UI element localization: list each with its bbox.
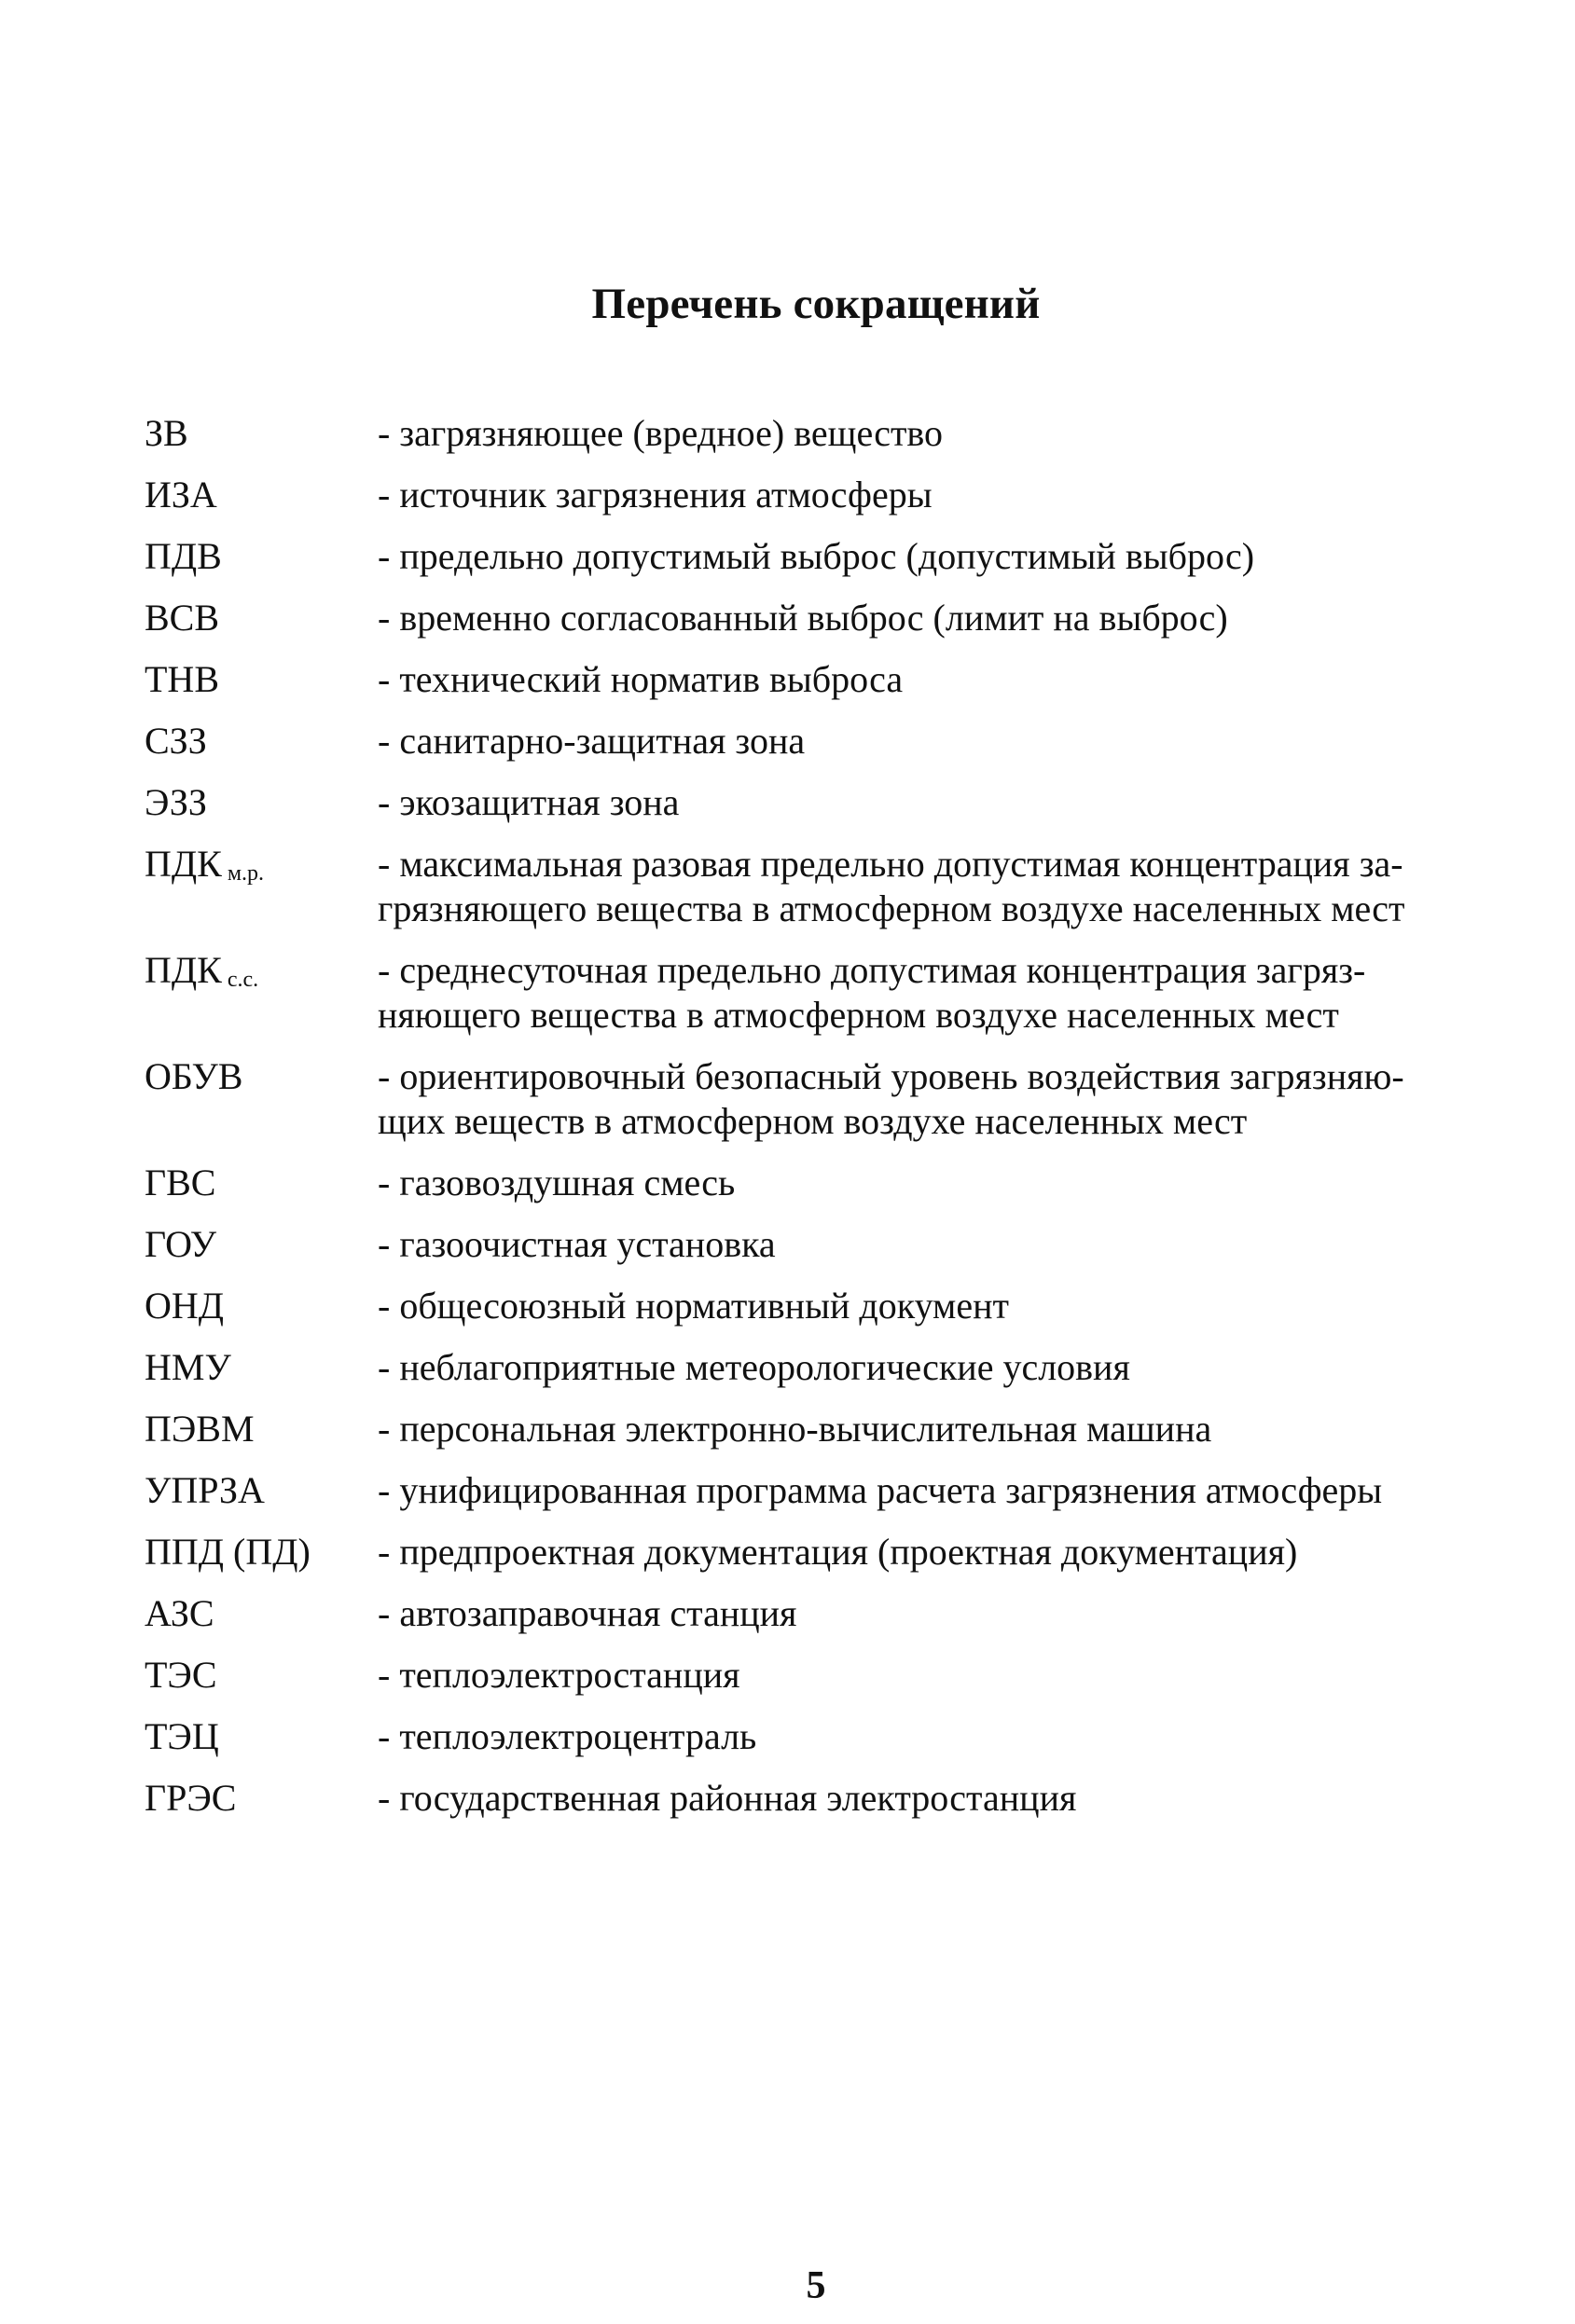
abbreviation-term <box>145 948 258 1002</box>
abbreviation-definition <box>378 411 1469 456</box>
abbreviation-term <box>145 657 219 702</box>
abbreviation-definition-line: - санитарно-защитная зона <box>378 720 806 762</box>
abbreviation-definition-line: - газоочистная установка <box>378 1223 776 1265</box>
abbreviation-term-text: АЗС <box>145 1592 214 1634</box>
abbreviation-term-text: ТЭС <box>145 1654 217 1696</box>
abbreviation-row <box>145 780 1487 825</box>
abbreviation-term <box>145 534 222 579</box>
abbreviation-definition <box>378 534 1469 579</box>
page-title: Перечень сокращений <box>591 280 1041 328</box>
abbreviation-row <box>145 1714 1487 1759</box>
abbreviation-term-text: НМУ <box>145 1346 231 1388</box>
abbreviation-term-subscript: м.р. <box>227 861 265 886</box>
abbreviation-term <box>145 596 219 640</box>
abbreviation-definition-line: - экозащитная зона <box>378 781 680 823</box>
abbreviation-term <box>145 1284 224 1328</box>
abbreviation-definition <box>378 1054 1469 1144</box>
abbreviation-definition-line: - временно согласованный выброс (лимит на выброс) <box>378 597 1228 639</box>
abbreviation-row <box>145 1407 1487 1451</box>
abbreviation-definition-line: - предельно допустимый выброс (допустимый выброс) <box>378 535 1255 577</box>
abbreviation-definition <box>378 1468 1469 1513</box>
abbreviation-term <box>145 1776 236 1821</box>
abbreviation-definition-line: - общесоюзный нормативный документ <box>378 1285 1010 1327</box>
abbreviation-term-text: ГРЭС <box>145 1777 237 1819</box>
abbreviation-term <box>145 1161 215 1205</box>
abbreviation-definition <box>378 1407 1469 1451</box>
abbreviation-row <box>145 1776 1487 1821</box>
abbreviation-term <box>145 473 217 517</box>
abbreviation-term <box>145 1054 242 1099</box>
abbreviation-definition-line: - источник загрязнения атмосферы <box>378 474 933 516</box>
abbreviation-definition <box>378 780 1469 825</box>
abbreviation-term-text: ЭЗЗ <box>145 781 207 823</box>
abbreviation-term-text: ГОУ <box>145 1223 217 1265</box>
abbreviation-term-text: ИЗА <box>145 474 217 516</box>
abbreviation-row <box>145 411 1487 456</box>
abbreviation-definition-line: - теплоэлектроцентраль <box>378 1715 757 1757</box>
abbreviation-definition-line: - максимальная разовая предельно допустимая концентрация за- <box>378 843 1403 885</box>
abbreviation-definition <box>378 1284 1469 1328</box>
abbreviation-row <box>145 1054 1487 1144</box>
abbreviation-definition <box>378 657 1469 702</box>
abbreviation-definition <box>378 1161 1469 1205</box>
abbreviation-definition-line: - государственная районная электростанция <box>378 1777 1077 1819</box>
abbreviation-definition-line: - предпроектная документация (проектная документация) <box>378 1531 1298 1573</box>
abbreviation-row <box>145 1161 1487 1205</box>
abbreviation-term-text: ППД (ПД) <box>145 1531 311 1573</box>
abbreviation-term-text: ПДК <box>145 843 222 885</box>
abbreviation-definition-line: грязняющего вещества в атмосферном воздухе населенных мест <box>378 887 1405 929</box>
abbreviation-term <box>145 780 207 825</box>
abbreviation-term <box>145 719 207 763</box>
abbreviation-definition-line: - технический норматив выброса <box>378 658 904 700</box>
abbreviation-term-text: ПДК <box>145 949 222 991</box>
abbreviation-term-text: ОНД <box>145 1285 225 1327</box>
abbreviation-definition <box>378 842 1469 931</box>
abbreviation-term <box>145 1345 231 1390</box>
abbreviation-term-text: ПЭВМ <box>145 1408 255 1450</box>
abbreviation-term-text: ТНВ <box>145 658 219 700</box>
abbreviation-row <box>145 948 1487 1038</box>
abbreviation-term-text: ЗВ <box>145 412 188 454</box>
abbreviation-definition <box>378 948 1469 1038</box>
abbreviation-definition-line: - унифицированная программа расчета загрязнения атмосферы <box>378 1469 1383 1511</box>
abbreviation-definition <box>378 1222 1469 1267</box>
abbreviation-definition-line: - автозаправочная станция <box>378 1592 797 1634</box>
abbreviation-term <box>145 1591 214 1636</box>
abbreviation-definition <box>378 1345 1469 1390</box>
abbreviation-term-text: СЗЗ <box>145 720 207 762</box>
abbreviation-definition <box>378 1530 1469 1575</box>
abbreviation-definition <box>378 1591 1469 1636</box>
abbreviation-row <box>145 842 1487 931</box>
abbreviation-term-text: ТЭЦ <box>145 1715 219 1757</box>
abbreviation-row <box>145 1222 1487 1267</box>
abbreviation-row <box>145 1468 1487 1513</box>
abbreviation-row <box>145 1530 1487 1575</box>
abbreviation-definition-line: - теплоэлектростанция <box>378 1654 740 1696</box>
abbreviation-term <box>145 1653 217 1698</box>
abbreviation-definition <box>378 596 1469 640</box>
abbreviation-definition-line: - газовоздушная смесь <box>378 1162 736 1203</box>
abbreviation-row <box>145 473 1487 517</box>
abbreviation-row <box>145 1653 1487 1698</box>
abbreviation-definition-line: - неблагоприятные метеорологические условия <box>378 1346 1130 1388</box>
abbreviation-definition-line: - среднесуточная предельно допустимая концентрация загряз- <box>378 949 1366 991</box>
abbreviation-term-text: ОБУВ <box>145 1055 243 1097</box>
abbreviation-term <box>145 1407 255 1451</box>
abbreviation-definition <box>378 473 1469 517</box>
abbreviation-term <box>145 1714 219 1759</box>
abbreviation-definition <box>378 1653 1469 1698</box>
abbreviation-term <box>145 1222 216 1267</box>
abbreviation-term <box>145 411 188 456</box>
abbreviation-row <box>145 1284 1487 1328</box>
abbreviation-definition-line: няющего вещества в атмосферном воздухе населенных мест <box>378 994 1339 1036</box>
abbreviation-row <box>145 1345 1487 1390</box>
abbreviation-row <box>145 534 1487 579</box>
abbreviation-definition-line: - персональная электронно-вычислительная машина <box>378 1408 1212 1450</box>
page-number: 5 <box>806 2264 826 2307</box>
abbreviation-term-text: УПРЗА <box>145 1469 265 1511</box>
abbreviation-term-text: ГВС <box>145 1162 216 1203</box>
abbreviation-term <box>145 1530 311 1575</box>
abbreviation-term-text: ПДВ <box>145 535 222 577</box>
abbreviation-row <box>145 596 1487 640</box>
abbreviation-definition-line: - ориентировочный безопасный уровень воздействия загрязняю- <box>378 1055 1404 1097</box>
abbreviation-definition-line: - загрязняющее (вредное) вещество <box>378 412 944 454</box>
abbreviation-term-text: ВСВ <box>145 597 220 639</box>
abbreviation-row <box>145 1591 1487 1636</box>
abbreviation-term-subscript: с.с. <box>227 968 259 992</box>
abbreviation-term <box>145 842 264 896</box>
abbreviation-row <box>145 657 1487 702</box>
abbreviation-list <box>145 411 1487 1837</box>
abbreviation-definition <box>378 1776 1469 1821</box>
abbreviation-definition <box>378 1714 1469 1759</box>
abbreviation-row <box>145 719 1487 763</box>
abbreviation-term <box>145 1468 265 1513</box>
abbreviation-definition-line: щих веществ в атмосферном воздухе населенных мест <box>378 1100 1248 1142</box>
abbreviation-definition <box>378 719 1469 763</box>
